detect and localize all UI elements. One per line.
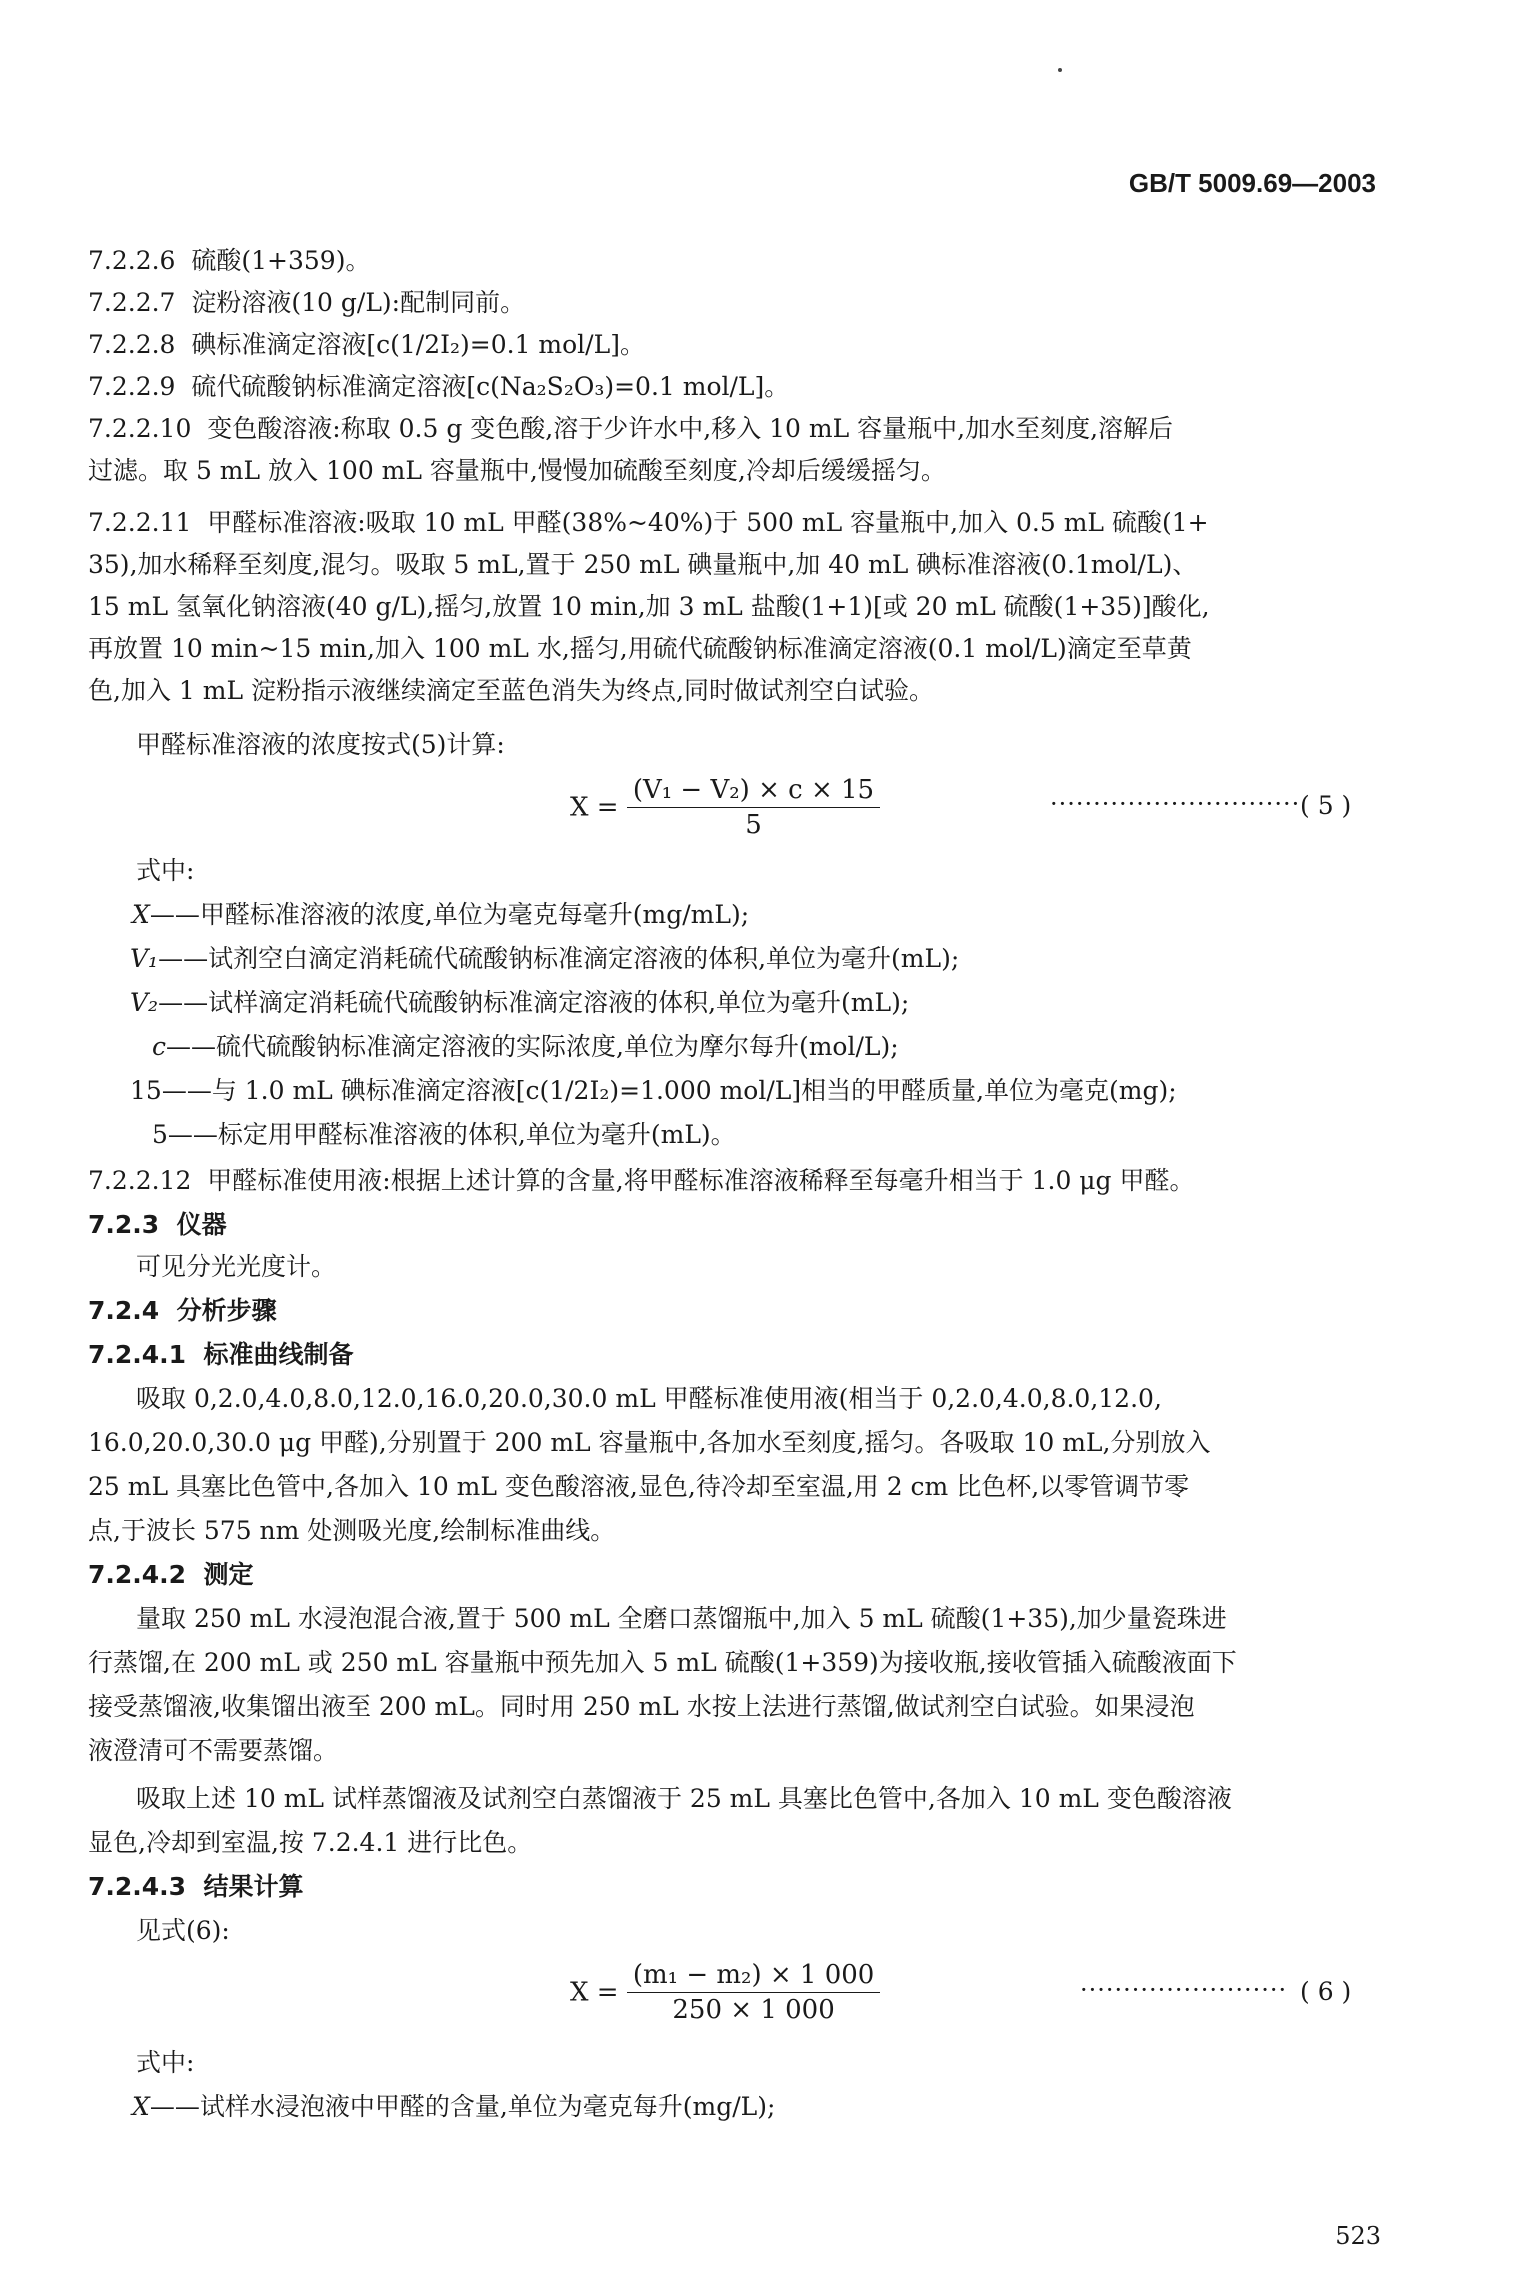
var-symbol: X (132, 2092, 150, 2121)
formula-5-label: ( 5 ) (1300, 791, 1352, 820)
formula-6 (570, 1960, 880, 2025)
formula-6-leader: ························ (1080, 1976, 1288, 2004)
item-7-2-2-12 (88, 1163, 1195, 1199)
scan-speck (1058, 68, 1062, 72)
section-number: 7.2.4.1 (88, 1340, 187, 1369)
formula-lhs: X = (570, 792, 619, 823)
item-7-2-2-11 (88, 505, 1209, 541)
item-number: 7.2.2.11 (88, 508, 192, 537)
s7241-line4: 点,于波长 575 nm 处测吸光度,绘制标准曲线。 (88, 1516, 616, 1545)
s7242-line1: 量取 250 mL 水浸泡混合液,置于 500 mL 全磨口蒸馏瓶中,加入 5 mL 硫酸(1+35),加少量瓷珠进 (136, 1604, 1227, 1633)
formula-numerator: (V₁ − V₂) × c × 15 (627, 775, 880, 808)
var-symbol: c (152, 1032, 167, 1061)
section-title: 分析步骤 (176, 1296, 277, 1325)
var-symbol: 5 (152, 1120, 168, 1149)
item-7-2-2-6 (88, 243, 370, 279)
item-7-2-2-7 (88, 285, 525, 321)
section-7-2-3-body: 可见分光光度计。 (136, 1252, 337, 1281)
section-number: 7.2.4.2 (88, 1560, 187, 1589)
var-v1 (130, 941, 959, 977)
formula-denominator: 250 × 1 000 (672, 1995, 835, 2025)
standard-code: GB/T 5009.69—2003 (1128, 168, 1376, 198)
item-number: 7.2.2.7 (88, 288, 176, 317)
section-number: 7.2.4 (88, 1296, 160, 1325)
item-text: 甲醛标准溶液:吸取 10 mL 甲醛(38%~40%)于 500 mL 容量瓶中,加入 0.5 mL 硫酸(1+ (207, 508, 1209, 537)
section-7-2-3-heading (88, 1207, 227, 1243)
var-x (132, 897, 749, 933)
var-desc: ——试样滴定消耗硫代硫酸钠标准滴定溶液的体积,单位为毫升(mL); (158, 988, 910, 1017)
section-number: 7.2.3 (88, 1210, 160, 1239)
calc-intro-5: 甲醛标准溶液的浓度按式(5)计算: (136, 730, 505, 759)
var-symbol: X (132, 900, 150, 929)
item-text: 硫酸(1+359)。 (191, 246, 371, 275)
var-symbol: V₁ (130, 944, 159, 973)
var-c (152, 1029, 899, 1065)
var-desc: ——试剂空白滴定消耗硫代硫酸钠标准滴定溶液的体积,单位为毫升(mL); (158, 944, 960, 973)
var-desc: ——标定用甲醛标准溶液的体积,单位为毫升(mL)。 (167, 1120, 736, 1149)
item-7-2-2-11-line3: 15 mL 氢氧化钠溶液(40 g/L),摇匀,放置 10 min,加 3 mL 盐酸(1+1)[或 20 mL 硫酸(1+35)]酸化, (88, 592, 1210, 621)
section-7-2-4-1-heading (88, 1337, 354, 1373)
section-7-2-4-heading (88, 1293, 277, 1329)
item-7-2-2-10 (88, 411, 1173, 447)
where-label-5: 式中: (136, 856, 195, 885)
item-text: 甲醛标准使用液:根据上述计算的含量,将甲醛标准溶液稀释至每毫升相当于 1.0 μg 甲醛。 (207, 1166, 1195, 1195)
s7241-line2: 16.0,20.0,30.0 μg 甲醛),分别置于 200 mL 容量瓶中,各加水至刻度,摇匀。各吸取 10 mL,分别放入 (88, 1428, 1211, 1457)
s7242-line3: 接受蒸馏液,收集馏出液至 200 mL。同时用 250 mL 水按上法进行蒸馏,做试剂空白试验。如果浸泡 (88, 1692, 1195, 1721)
section-number: 7.2.4.3 (88, 1872, 187, 1901)
item-number: 7.2.2.6 (88, 246, 176, 275)
item-text: 硫代硫酸钠标准滴定溶液[c(Na₂S₂O₃)=0.1 mol/L]。 (191, 372, 790, 401)
s7241-line1: 吸取 0,2.0,4.0,8.0,12.0,16.0,20.0,30.0 mL 甲醛标准使用液(相当于 0,2.0,4.0,8.0,12.0, (136, 1384, 1162, 1413)
section-7-2-4-3-heading (88, 1869, 304, 1905)
formula-5 (570, 775, 880, 840)
item-7-2-2-11-line2: 35),加水稀释至刻度,混匀。吸取 5 mL,置于 250 mL 碘量瓶中,加 40 mL 碘标准溶液(0.1mol/L)、 (88, 550, 1198, 579)
formula-fraction (627, 1960, 881, 2025)
page-number: 523 (1335, 2222, 1381, 2250)
item-7-2-2-11-line4: 再放置 10 min~15 min,加入 100 mL 水,摇匀,用硫代硫酸钠标准滴定溶液(0.1 mol/L)滴定至草黄 (88, 634, 1192, 663)
section-7-2-4-2-heading (88, 1557, 254, 1593)
item-number: 7.2.2.8 (88, 330, 176, 359)
var-symbol: V₂ (130, 988, 159, 1017)
item-text: 变色酸溶液:称取 0.5 g 变色酸,溶于少许水中,移入 10 mL 容量瓶中,加水至刻度,溶解后 (207, 414, 1174, 443)
var-desc: ——甲醛标准溶液的浓度,单位为毫克每毫升(mg/mL); (149, 900, 750, 929)
s7241-line3: 25 mL 具塞比色管中,各加入 10 mL 变色酸溶液,显色,待冷却至室温,用 2 cm 比色杯,以零管调节零 (88, 1472, 1190, 1501)
item-7-2-2-11-line5: 色,加入 1 mL 淀粉指示液继续滴定至蓝色消失为终点,同时做试剂空白试验。 (88, 676, 934, 705)
item-number: 7.2.2.10 (88, 414, 192, 443)
var-desc: ——与 1.0 mL 碘标准滴定溶液[c(1/2I₂)=1.000 mol/L]相当的甲醛质量,单位为毫克(mg); (161, 1076, 1177, 1105)
formula-lhs: X = (570, 1977, 619, 2008)
var-5 (152, 1117, 736, 1153)
s7243-intro: 见式(6): (136, 1916, 230, 1945)
item-number: 7.2.2.9 (88, 372, 176, 401)
item-7-2-2-8 (88, 327, 645, 363)
formula-6-label: ( 6 ) (1300, 1977, 1352, 2006)
s7242-line6: 显色,冷却到室温,按 7.2.4.1 进行比色。 (88, 1828, 533, 1857)
section-title: 仪器 (176, 1210, 227, 1239)
formula-5-leader: ····························· (1050, 790, 1301, 818)
s7242-line4: 液澄清可不需要蒸馏。 (88, 1736, 339, 1765)
where-label-6: 式中: (136, 2048, 195, 2077)
s7242-line2: 行蒸馏,在 200 mL 或 250 mL 容量瓶中预先加入 5 mL 硫酸(1+359)为接收瓶,接收管插入硫酸液面下 (88, 1648, 1237, 1677)
section-title: 标准曲线制备 (203, 1340, 354, 1369)
var-desc: ——试样水浸泡液中甲醛的含量,单位为毫克每升(mg/L); (149, 2092, 776, 2121)
s7242-line5: 吸取上述 10 mL 试样蒸馏液及试剂空白蒸馏液于 25 mL 具塞比色管中,各加入 10 mL 变色酸溶液 (136, 1784, 1232, 1813)
var-15 (130, 1073, 1177, 1109)
section-title: 测定 (203, 1560, 254, 1589)
formula-denominator: 5 (745, 810, 762, 840)
item-7-2-2-9 (88, 369, 789, 405)
item-text: 碘标准滴定溶液[c(1/2I₂)=0.1 mol/L]。 (191, 330, 645, 359)
var-v2 (130, 985, 909, 1021)
formula-fraction (627, 775, 880, 840)
item-7-2-2-10-cont: 过滤。取 5 mL 放入 100 mL 容量瓶中,慢慢加硫酸至刻度,冷却后缓缓摇匀。 (88, 456, 946, 485)
var-desc: ——硫代硫酸钠标准滴定溶液的实际浓度,单位为摩尔每升(mol/L); (166, 1032, 899, 1061)
item-number: 7.2.2.12 (88, 1166, 192, 1195)
formula-numerator: (m₁ − m₂) × 1 000 (627, 1960, 881, 1993)
var-symbol: 15 (130, 1076, 162, 1105)
item-text: 淀粉溶液(10 g/L):配制同前。 (191, 288, 526, 317)
section-title: 结果计算 (203, 1872, 304, 1901)
var-x-result (132, 2089, 775, 2125)
